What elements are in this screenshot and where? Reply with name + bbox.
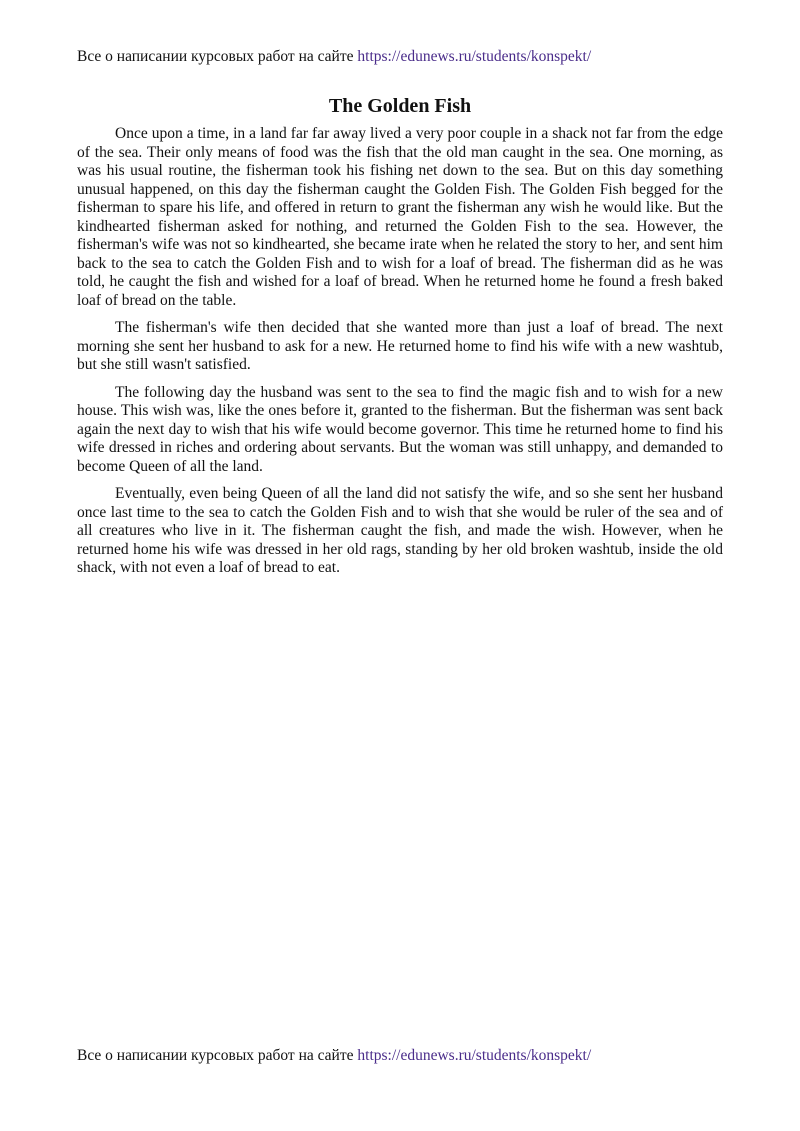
page-footer <box>77 1046 723 1066</box>
paragraph: The following day the husband was sent to the sea to find the magic fish and to wish for a new house. This wish was, like the ones before it, granted to the fisherman. But the fisherman was sent back again the next day to wish that his wife would become governor. This time he returned home to find his wife dressed in riches and ordering about servants. But the woman was still unhappy, and demanded to become Queen of all the land. <box>77 383 723 475</box>
paragraph: Once upon a time, in a land far far away lived a very poor couple in a shack not far from the edge of the sea. Their only means of food was the fish that the old man caught in the sea. One morning, as was his usual routine, the fisherman took his fishing net down to the sea. But on this day something unusual happened, on this day the fisherman caught the Golden Fish. The Golden Fish begged for the fisherman to spare his life, and offered in return to grant the fisherman any wish he would like. But the kindhearted fisherman asked for nothing, and returned the Golden Fish to the sea. However, the fisherman's wife was not so kindhearted, she became irate when he related the story to her, and sent him back to the sea to catch the Golden Fish and to wish for a loaf of bread. The fisherman did as he was told, he caught the fish and wished for a loaf of bread. When he returned home he found a fresh baked loaf of bread on the table. <box>77 125 723 309</box>
document-title: The Golden Fish <box>328 95 472 117</box>
footer-text: Все о написании курсовых работ на сайте <box>77 1047 358 1064</box>
paragraph: The fisherman's wife then decided that she wanted more than just a loaf of bread. The next morning she sent her husband to ask for a new. He returned home to find his wife with a new washtub, but she still wasn't satisfied. <box>77 319 723 373</box>
document-body <box>77 93 723 587</box>
footer-link[interactable]: https://edunews.ru/students/konspekt/ <box>357 1047 592 1064</box>
header-link[interactable]: https://edunews.ru/students/konspekt/ <box>357 48 592 65</box>
header-text: Все о написании курсовых работ на сайте <box>77 48 358 65</box>
paragraph: Eventually, even being Queen of all the land did not satisfy the wife, and so she sent her husband once last time to the sea to catch the Golden Fish and to wish that she would be ruler of the sea and of all creatures who live in it. The fisherman caught the fish, and made the wish. However, when he returned home his wife was dressed in her old rags, standing by her old broken washtub, inside the old shack, with not even a loaf of bread to eat. <box>77 485 723 576</box>
page-header <box>77 47 723 67</box>
